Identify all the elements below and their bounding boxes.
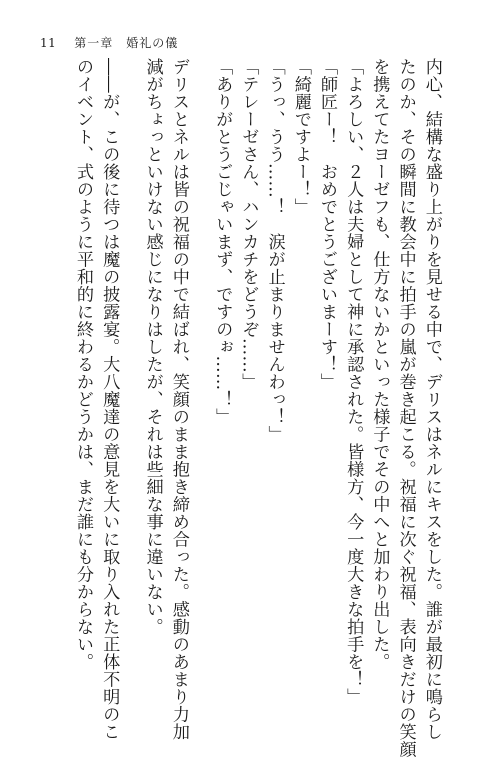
blank-line [44, 58, 70, 668]
dialogue-line: 「よろしい、２人は夫婦として神に承認された。皆様方、今一度大きな拍手を！」 [343, 58, 364, 706]
text-line: ――が、この後に待つは魔の披露宴。大八魔達の意見を大いに取り入れた正体不明のこ [99, 58, 120, 741]
dialogue-line: 「うっ、うう……！ 涙が止まりませんわっ！」 [264, 58, 285, 443]
running-head: 第一章 婚礼の儀 [74, 36, 179, 50]
page-header [40, 36, 178, 50]
text-line: のイベント、式のように平和的に終わるかどうかは、まだ誰にも分からない。 [73, 58, 93, 671]
page-number: 11 [40, 36, 57, 50]
text-line: 減がちょっといけない感じになりはしたが、それは些細な事に違いない。 [142, 58, 163, 636]
vertical-body-text [0, 58, 462, 758]
text-line: 内心、結構な盛り上がりを見せる中で、デリスはネルにキスをした。誰が最初に鳴らし [421, 58, 442, 741]
text-line: を携えてたヨーゼフも、仕方ないかといった様子でその中へと加わり出した。 [369, 58, 390, 671]
dialogue-line: 「綺麗ですよー！」 [290, 58, 311, 216]
dialogue-line: 「テレーゼさん、ハンカチをどうぞ……」 [238, 58, 259, 391]
dialogue-line: 「師匠ー！ おめでとうございまーす！」 [317, 58, 337, 391]
text-line: たのか、その瞬間に教会中に拍手の嵐が巻き起こる。祝福に次ぐ祝福、表向きだけの笑顔 [395, 58, 416, 758]
dialogue-line: 「ありがとうごじゃいまず、ですのぉ……！」 [212, 58, 233, 426]
section-break [0, 58, 44, 668]
text-line: デリスとネルは皆の祝福の中で結ばれ、笑顔のまま抱き締め合った。感動のあまり力加 [168, 58, 189, 741]
